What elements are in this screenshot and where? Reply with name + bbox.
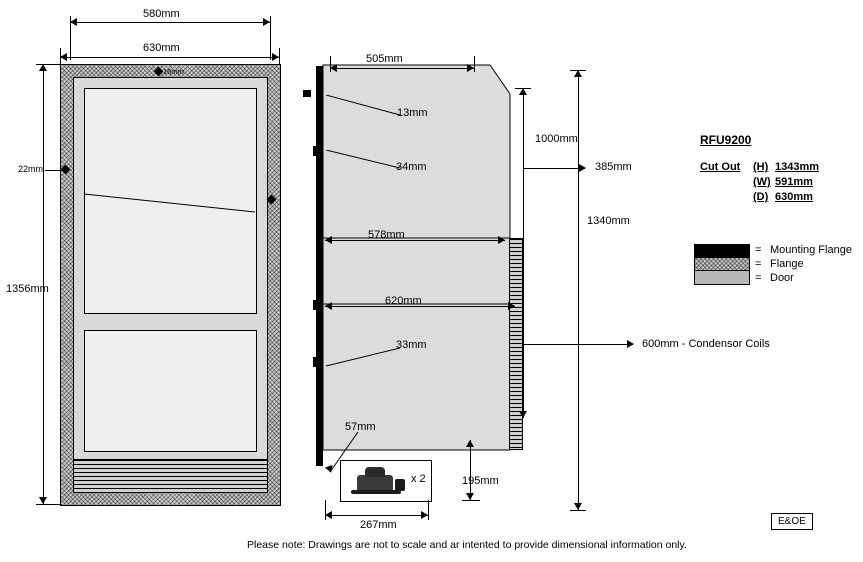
cutout-label: Cut Out: [700, 161, 741, 173]
side-dim-267-arrow-left: [325, 511, 332, 519]
cutout-h-value: 1343mm: [775, 161, 820, 173]
side-dim-1000-arrow-bottom: [519, 411, 527, 418]
side-dim-505-ext-right: [474, 56, 475, 72]
side-dim-385-arrow: [579, 164, 586, 172]
footer-note: Please note: Drawings are not to scale and ar intented to provide dimensional information only.: [247, 539, 687, 551]
side-dim-34-label: 34mm: [396, 161, 427, 173]
side-dim-1340-ext-top: [570, 70, 586, 71]
side-condensor-coils: [509, 238, 523, 450]
eoe-box: E&OE: [771, 513, 813, 530]
side-dim-1000-ext-top: [515, 88, 531, 89]
front-vent-grille: [73, 459, 268, 493]
side-dim-578-line: [325, 240, 505, 241]
side-dim-267-ext-left: [325, 500, 326, 520]
side-dim-385-label: 385mm: [595, 161, 632, 173]
front-dim-630-arrow-right: [272, 53, 279, 61]
compressor-dome: [365, 467, 385, 477]
side-dim-195-ext-bottom: [462, 500, 480, 501]
front-dim-1356-arrow-bottom: [39, 497, 47, 504]
side-mounting-flange-mid: [313, 300, 322, 310]
side-dim-267-arrow-right: [421, 511, 428, 519]
model-number: RFU9200: [700, 133, 752, 147]
side-dim-505-arrow-right: [467, 64, 474, 72]
side-dim-195-line: [470, 440, 471, 500]
side-dim-505-ext-left: [330, 56, 331, 72]
side-dim-1340-line: [578, 70, 579, 510]
legend-label-mounting-flange: Mounting Flange: [770, 244, 852, 256]
side-dim-578-label: 578mm: [368, 229, 405, 241]
legend-label-door: Door: [770, 272, 794, 284]
front-dim-16-label: 16mm: [163, 67, 184, 76]
side-dim-57-label: 57mm: [345, 421, 376, 433]
front-panel-diagonal: [84, 88, 256, 313]
side-dim-1000-arrow-top: [519, 88, 527, 95]
front-dim-1356-ext-bottom: [36, 504, 62, 505]
front-dim-580-label: 580mm: [143, 8, 180, 20]
side-dim-33-label: 33mm: [396, 339, 427, 351]
legend-label-flange: Flange: [770, 258, 804, 270]
cutout-d-value: 630mm: [775, 191, 813, 203]
side-dim-13-label: 13mm: [397, 107, 428, 119]
side-dim-620-arrow-left: [325, 302, 332, 310]
side-dim-34-leader: [326, 150, 401, 172]
front-dim-580-arrow-right: [263, 18, 270, 26]
front-dim-1356-ext-top: [36, 64, 62, 65]
compressor-side-block: [395, 479, 405, 491]
side-dim-195-arrow-top: [466, 440, 474, 447]
legend-eq-mounting-flange: =: [755, 244, 762, 256]
condensor-note-arrow: [627, 340, 634, 348]
side-dim-505-line: [330, 68, 474, 69]
side-dim-578-arrow-right: [498, 236, 505, 244]
condensor-note-label: 600mm - Condensor Coils: [642, 338, 770, 350]
side-dim-1000-line: [523, 88, 524, 418]
side-dim-505-arrow-left: [330, 64, 337, 72]
side-mounting-flange-mid-upper: [313, 146, 322, 156]
front-dim-630-label: 630mm: [143, 42, 180, 54]
side-dim-267-label: 267mm: [360, 519, 397, 531]
cutout-w-key: (W): [753, 176, 771, 188]
side-dim-1340-arrow-bottom: [574, 503, 582, 510]
front-dim-1356-label: 1356mm: [6, 283, 49, 295]
side-dim-195-arrow-bottom: [466, 493, 474, 500]
legend-swatch-door: [694, 270, 750, 285]
side-mounting-flange-top: [303, 90, 311, 97]
side-dim-385-leader: [523, 168, 585, 169]
legend-eq-door: =: [755, 272, 762, 284]
side-dim-1340-label: 1340mm: [587, 215, 630, 227]
front-dim-580-arrow-left: [70, 18, 77, 26]
front-dim-630-line: [60, 57, 279, 58]
condensor-note-leader: [523, 344, 633, 345]
side-dim-1340-ext-bottom: [570, 510, 586, 511]
side-dim-267-line: [325, 515, 428, 516]
legend-eq-flange: =: [755, 258, 762, 270]
side-dim-1340-arrow-top: [574, 70, 582, 77]
side-dim-505-label: 505mm: [366, 53, 403, 65]
front-dim-22-label: 22mm: [18, 164, 44, 174]
compressor-base: [351, 490, 401, 494]
front-dim-580-line: [70, 22, 270, 23]
side-dim-620-label: 620mm: [385, 295, 422, 307]
cutout-w-value: 591mm: [775, 176, 813, 188]
front-lower-compartment: [84, 330, 257, 452]
front-dim-580-ext-right: [270, 16, 271, 60]
compressor-qty-label: x 2: [411, 473, 426, 485]
side-dim-1000-label: 1000mm: [535, 133, 578, 145]
front-dim-1356-arrow-top: [39, 64, 47, 71]
side-dim-195-label: 195mm: [462, 475, 499, 487]
side-body-outline: [322, 64, 512, 452]
cutout-h-key: (H): [753, 161, 769, 173]
cutout-d-key: (D): [753, 191, 769, 203]
front-dim-630-arrow-left: [60, 53, 67, 61]
side-dim-267-ext-right: [428, 500, 429, 520]
side-dim-578-arrow-left: [325, 236, 332, 244]
front-dim-580-ext-left: [70, 16, 71, 60]
side-dim-33-leader: [326, 348, 401, 370]
side-dim-13-leader: [326, 95, 401, 120]
side-dim-620-arrow-right: [508, 302, 515, 310]
side-mounting-flange-lower: [313, 357, 322, 367]
